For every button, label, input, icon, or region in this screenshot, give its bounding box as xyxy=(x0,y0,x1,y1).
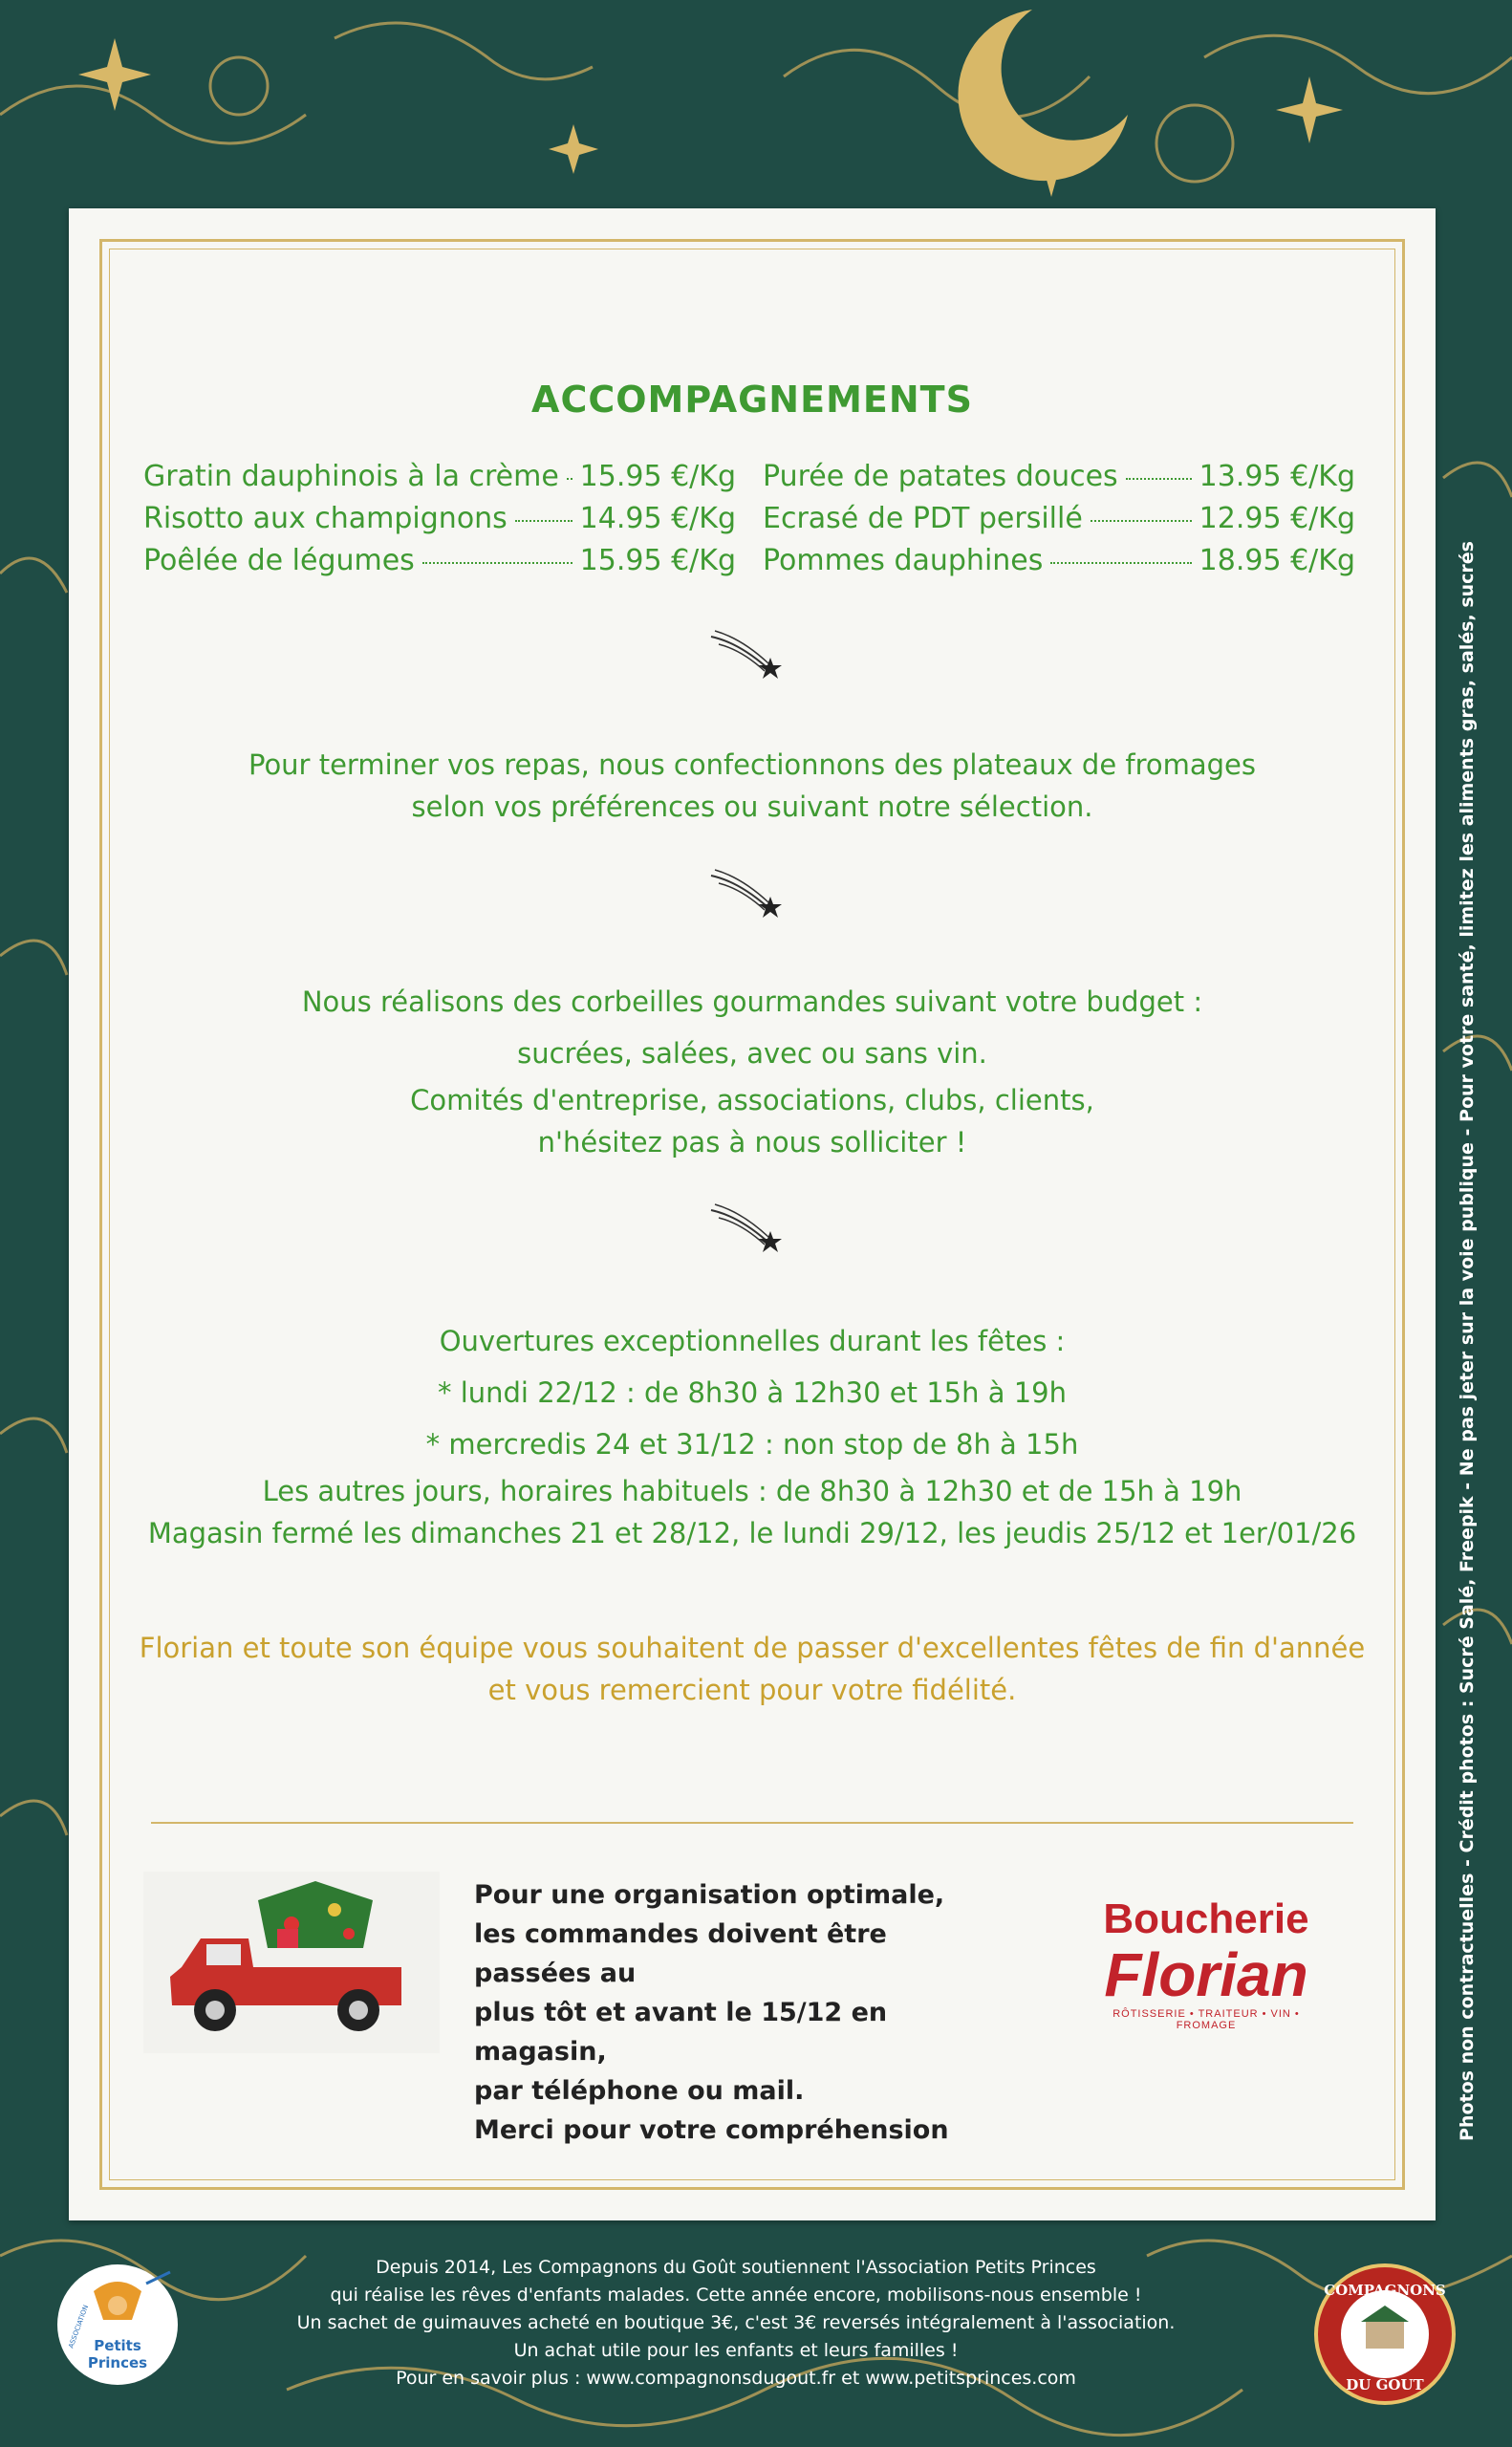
truck-image xyxy=(143,1872,440,2053)
notice-line: Merci pour votre compréhension xyxy=(474,2115,949,2145)
menu-item-price: 15.95 €/Kg xyxy=(579,460,736,493)
menu-item xyxy=(143,544,736,586)
footer-line: qui réalise les rêves d'enfants malades. Cette année encore, mobilisons-nous ensemble ! xyxy=(330,2285,1142,2306)
compagnons-du-gout-logo xyxy=(1313,2263,1457,2406)
menu-item-price: 14.95 €/Kg xyxy=(579,502,736,535)
dot-leader xyxy=(1050,561,1191,564)
brand-logo xyxy=(1082,1895,1330,2031)
cheese-line: selon vos préférences ou suivant notre sélection. xyxy=(411,790,1093,823)
menu-item xyxy=(763,502,1355,544)
section-title: ACCOMPAGNEMENTS xyxy=(531,379,973,421)
petits-princes-logo xyxy=(55,2263,180,2387)
wishes-line: Florian et toute son équipe vous souhaitent de passer d'excellentes fêtes de fin d'année xyxy=(139,1632,1366,1664)
footer-line: Pour en savoir plus : www.compagnonsdugout.fr et www.petitsprinces.com xyxy=(396,2368,1076,2389)
hours-line: Ouvertures exceptionnelles durant les fêtes : xyxy=(439,1325,1066,1357)
menu-item-name: Gratin dauphinois à la crème xyxy=(143,460,559,493)
menu-item-price: 12.95 €/Kg xyxy=(1199,502,1355,535)
baskets-line: n'hésitez pas à nous solliciter ! xyxy=(537,1126,967,1159)
baskets-line: Nous réalisons des corbeilles gourmandes suivant votre budget : xyxy=(301,985,1203,1018)
dot-leader xyxy=(567,477,572,480)
shooting-star-icon xyxy=(709,1202,789,1260)
brand-logo-top: Boucherie xyxy=(1103,1895,1309,1942)
baskets-line: sucrées, salées, avec ou sans vin. xyxy=(517,1037,987,1070)
order-notice xyxy=(474,1875,1009,2150)
hours-line: * mercredis 24 et 31/12 : non stop de 8h à 15h xyxy=(425,1428,1079,1461)
dot-leader xyxy=(422,561,572,564)
sparkle-icon xyxy=(78,0,1343,197)
menu-item-price: 13.95 €/Kg xyxy=(1199,460,1355,493)
moon-icon xyxy=(958,10,1128,181)
logo-text-bottom: Princes xyxy=(87,2354,148,2371)
baskets-paragraph xyxy=(69,976,1436,1163)
footer-line: Depuis 2014, Les Compagnons du Goût soutiennent l'Association Petits Princes xyxy=(376,2257,1096,2278)
menu-item-name: Ecrasé de PDT persillé xyxy=(763,502,1083,535)
menu-item xyxy=(763,460,1355,502)
cheese-paragraph xyxy=(69,744,1436,828)
dot-leader xyxy=(1091,519,1192,522)
logo-text-bottom: DU GOUT xyxy=(1346,2376,1424,2393)
hours-paragraph xyxy=(69,1315,1436,1554)
menu-item-name: Risotto aux champignons xyxy=(143,502,508,535)
menu-item xyxy=(143,460,736,502)
logo-text-arc: ASSOCIATION xyxy=(67,2304,91,2350)
notice-line: par téléphone ou mail. xyxy=(474,2076,805,2106)
footer-line: Un achat utile pour les enfants et leurs familles ! xyxy=(513,2340,959,2361)
notice-line: plus tôt et avant le 15/12 en magasin, xyxy=(474,1998,888,2067)
menu-item-price: 18.95 €/Kg xyxy=(1199,544,1355,577)
baskets-line: Comités d'entreprise, associations, clubs, clients, xyxy=(410,1084,1094,1116)
divider xyxy=(151,1822,1353,1824)
menu-item-price: 15.95 €/Kg xyxy=(579,544,736,577)
legal-side-text: Photos non contractuelles - Crédit photos : Sucré Salé, Freepik - Ne pas jeter sur la voie publique - Pour votre santé, limitez les aliments gras, salés, sucrés xyxy=(1457,541,1478,2141)
brand-logo-tagline: RÔTISSERIE • TRAITEUR • VIN • FROMAGE xyxy=(1112,2008,1300,2031)
brand-logo-main: Florian xyxy=(1104,1940,1308,2009)
notice-line: Pour une organisation optimale, xyxy=(474,1880,945,1910)
menu-card xyxy=(69,208,1436,2220)
menu-column-right xyxy=(763,460,1355,586)
hours-line: Magasin fermé les dimanches 21 et 28/12, le lundi 29/12, les jeudis 25/12 et 1er/01/26 xyxy=(147,1517,1357,1549)
menu-item xyxy=(143,502,736,544)
menu-item xyxy=(763,544,1355,586)
hours-line: * lundi 22/12 : de 8h30 à 12h30 et 15h à 19h xyxy=(437,1376,1067,1409)
hours-line: Les autres jours, horaires habituels : de 8h30 à 12h30 et de 15h à 19h xyxy=(262,1475,1242,1507)
footer-line: Un sachet de guimauves acheté en boutique 3€, c'est 3€ reversés intégralement à l'association. xyxy=(296,2312,1176,2333)
menu-item-name: Poêlée de légumes xyxy=(143,544,415,577)
shooting-star-icon xyxy=(709,868,789,925)
cheese-line: Pour terminer vos repas, nous confectionnons des plateaux de fromages xyxy=(248,748,1256,781)
wishes-paragraph xyxy=(69,1627,1436,1711)
menu-item-name: Purée de patates douces xyxy=(763,460,1118,493)
footer-text xyxy=(258,2254,1214,2393)
menu-column-left xyxy=(143,460,736,586)
shooting-star-icon xyxy=(709,629,789,686)
menu-item-name: Pommes dauphines xyxy=(763,544,1044,577)
dot-leader xyxy=(515,519,572,522)
logo-text-top: COMPAGNONS xyxy=(1324,2282,1446,2299)
notice-line: les commandes doivent être passées au xyxy=(474,1919,887,1988)
logo-text-top: Petits xyxy=(94,2337,141,2354)
dot-leader xyxy=(1126,477,1192,480)
wishes-line: et vous remercient pour votre fidélité. xyxy=(487,1674,1017,1706)
